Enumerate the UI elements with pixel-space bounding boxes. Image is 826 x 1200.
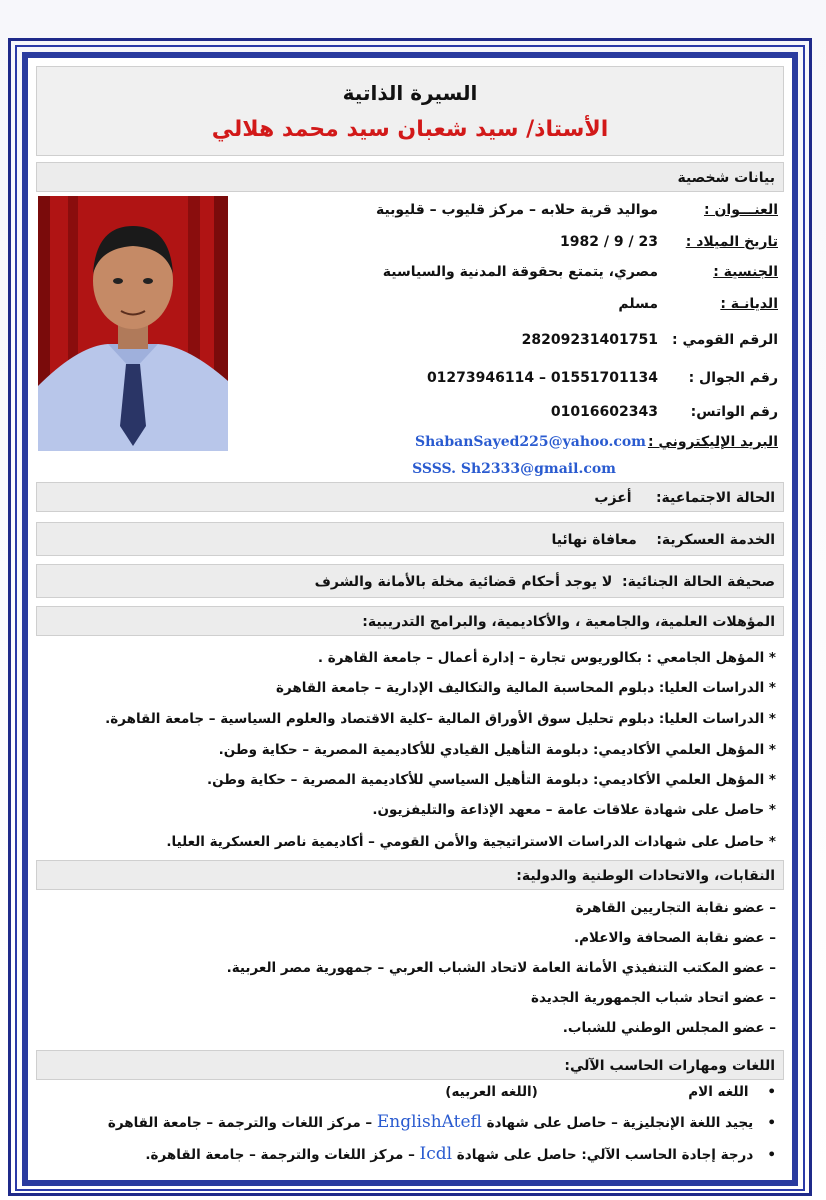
mobile-value: 01551701134 – 01273946114 [426, 370, 658, 386]
qualification-item: * حاصل على شهادة علاقات عامة – معهد الإذاعة والتليفزيون. [372, 802, 776, 818]
mobile-row [427, 370, 778, 386]
union-item: – عضو المكتب التنفيذي الأمانة العامة لاتحاد الشباب العربي – جمهورية مصر العربية. [226, 960, 776, 976]
nationality-row [383, 264, 778, 280]
mobile-label: رقم الجوال : [688, 370, 778, 386]
national-id-row [522, 332, 778, 348]
military-value: معافاة نهائيا [551, 532, 637, 548]
birthdate-row [560, 234, 778, 250]
criminal-value: لا يوجد أحكام قضائية مخلة بالأمانة والشرف [314, 574, 613, 590]
bullet: • [767, 1115, 776, 1131]
address-row [376, 202, 778, 218]
union-item: – عضو اتحاد شباب الجمهورية الجديدة [530, 990, 776, 1006]
person-name: الأستاذ/ سيد شعبان سيد محمد هلالي [211, 117, 609, 142]
whatsapp-value: 01016602343 [550, 404, 658, 420]
mother-tongue-label: اللغه الام [688, 1084, 749, 1100]
title-box [36, 66, 784, 156]
email-row [415, 434, 778, 450]
email-value[interactable]: ShabanSayed225@yahoo.com [415, 434, 646, 450]
personal-heading: بيانات شخصية [36, 162, 784, 192]
page-title: السيرة الذاتية [342, 81, 478, 105]
mother-tongue-row [445, 1084, 776, 1100]
national-id-label: الرقم القومي : [672, 332, 778, 348]
religion-row [618, 296, 778, 312]
computer-cert: Icdl [419, 1144, 453, 1164]
computer-pre: درجة إجادة الحاسب الآلي: حاصل على شهادة [456, 1147, 754, 1163]
military-bar [36, 522, 784, 556]
marital-bar [36, 482, 784, 512]
whatsapp-label: رقم الواتس: [690, 404, 778, 420]
address-label: العنـــوان : [703, 202, 778, 218]
qualification-item: * المؤهل العلمي الأكاديمي: دبلومة التأهيل القيادي للأكاديمية المصرية – حكاية وطن. [218, 742, 776, 758]
bullet: • [767, 1147, 776, 1163]
union-item: – عضو المجلس الوطني للشباب. [562, 1020, 776, 1036]
criminal-bar [36, 564, 784, 598]
union-item: – عضو نقابة الصحافة والاعلام. [573, 930, 776, 946]
whatsapp-row [551, 404, 778, 420]
english-post: – مركز اللغات والترجمة – جامعة القاهرة [107, 1115, 373, 1131]
qualification-item: * المؤهل العلمي الأكاديمي: دبلومة التأهيل السياسي للأكاديمية المصرية – حكاية وطن. [206, 772, 776, 788]
religion-value: مسلم [618, 296, 658, 312]
birthdate-value: 23 / 9 / 1982 [560, 234, 658, 250]
qualifications-heading: المؤهلات العلمية، والجامعية ، والأكاديمية، والبرامج التدريبية: [36, 606, 784, 636]
computer-row [145, 1144, 776, 1164]
marital-value: أعزب [594, 490, 632, 506]
profile-photo [38, 196, 228, 451]
military-label: الخدمة العسكرية: [656, 532, 775, 548]
religion-label: الديانـة : [720, 296, 778, 312]
birthdate-label: تاريخ الميلاد : [685, 234, 778, 250]
english-row [108, 1112, 776, 1132]
mother-tongue-value: (اللغه العربيه) [445, 1084, 538, 1100]
address-value: مواليد قرية حلابه – مركز قليوب – قليوبية [375, 202, 658, 218]
national-id-value: 28209231401751 [521, 332, 658, 348]
qualification-item: * حاصل على شهادات الدراسات الاستراتيجية والأمن القومي – أكاديمية ناصر العسكرية العليا. [166, 834, 776, 850]
unions-heading: النقابات، والاتحادات الوطنية والدولية: [36, 860, 784, 890]
cv-content [36, 66, 784, 1164]
bullet: • [767, 1084, 776, 1100]
criminal-label: صحيفة الحالة الجنائية: [622, 574, 775, 590]
nationality-label: الجنسية : [713, 264, 778, 280]
union-item: – عضو نقابة التجاريين القاهرة [575, 900, 776, 916]
languages-heading: اللغات ومهارات الحاسب الآلي: [36, 1050, 784, 1080]
english-cert: EnglishAtefl [376, 1112, 482, 1132]
email-label: البريد الإليكتروني : [647, 434, 778, 450]
qualification-item: * الدراسات العليا: دبلوم المحاسبة المالية والتكاليف الإدارية – جامعة القاهرة [275, 680, 776, 696]
email-2-value[interactable]: SSSS. Sh2333@gmail.com [412, 461, 616, 477]
computer-post: – مركز اللغات والترجمة – جامعة القاهرة. [145, 1147, 415, 1163]
marital-label: الحالة الاجتماعية: [655, 490, 775, 506]
qualification-item: * المؤهل الجامعي : بكالوريوس تجارة – إدارة أعمال – جامعة القاهرة . [317, 650, 776, 666]
qualification-item: * الدراسات العليا: دبلوم تحليل سوق الأوراق المالية –كلية الاقتصاد والعلوم السياسية – جامعة القاهرة. [105, 711, 776, 727]
english-pre: يجيد اللغة الإنجليزية – حاصل على شهادة [486, 1115, 754, 1131]
nationality-value: مصري، يتمتع بحقوقة المدنية والسياسية [382, 264, 658, 280]
